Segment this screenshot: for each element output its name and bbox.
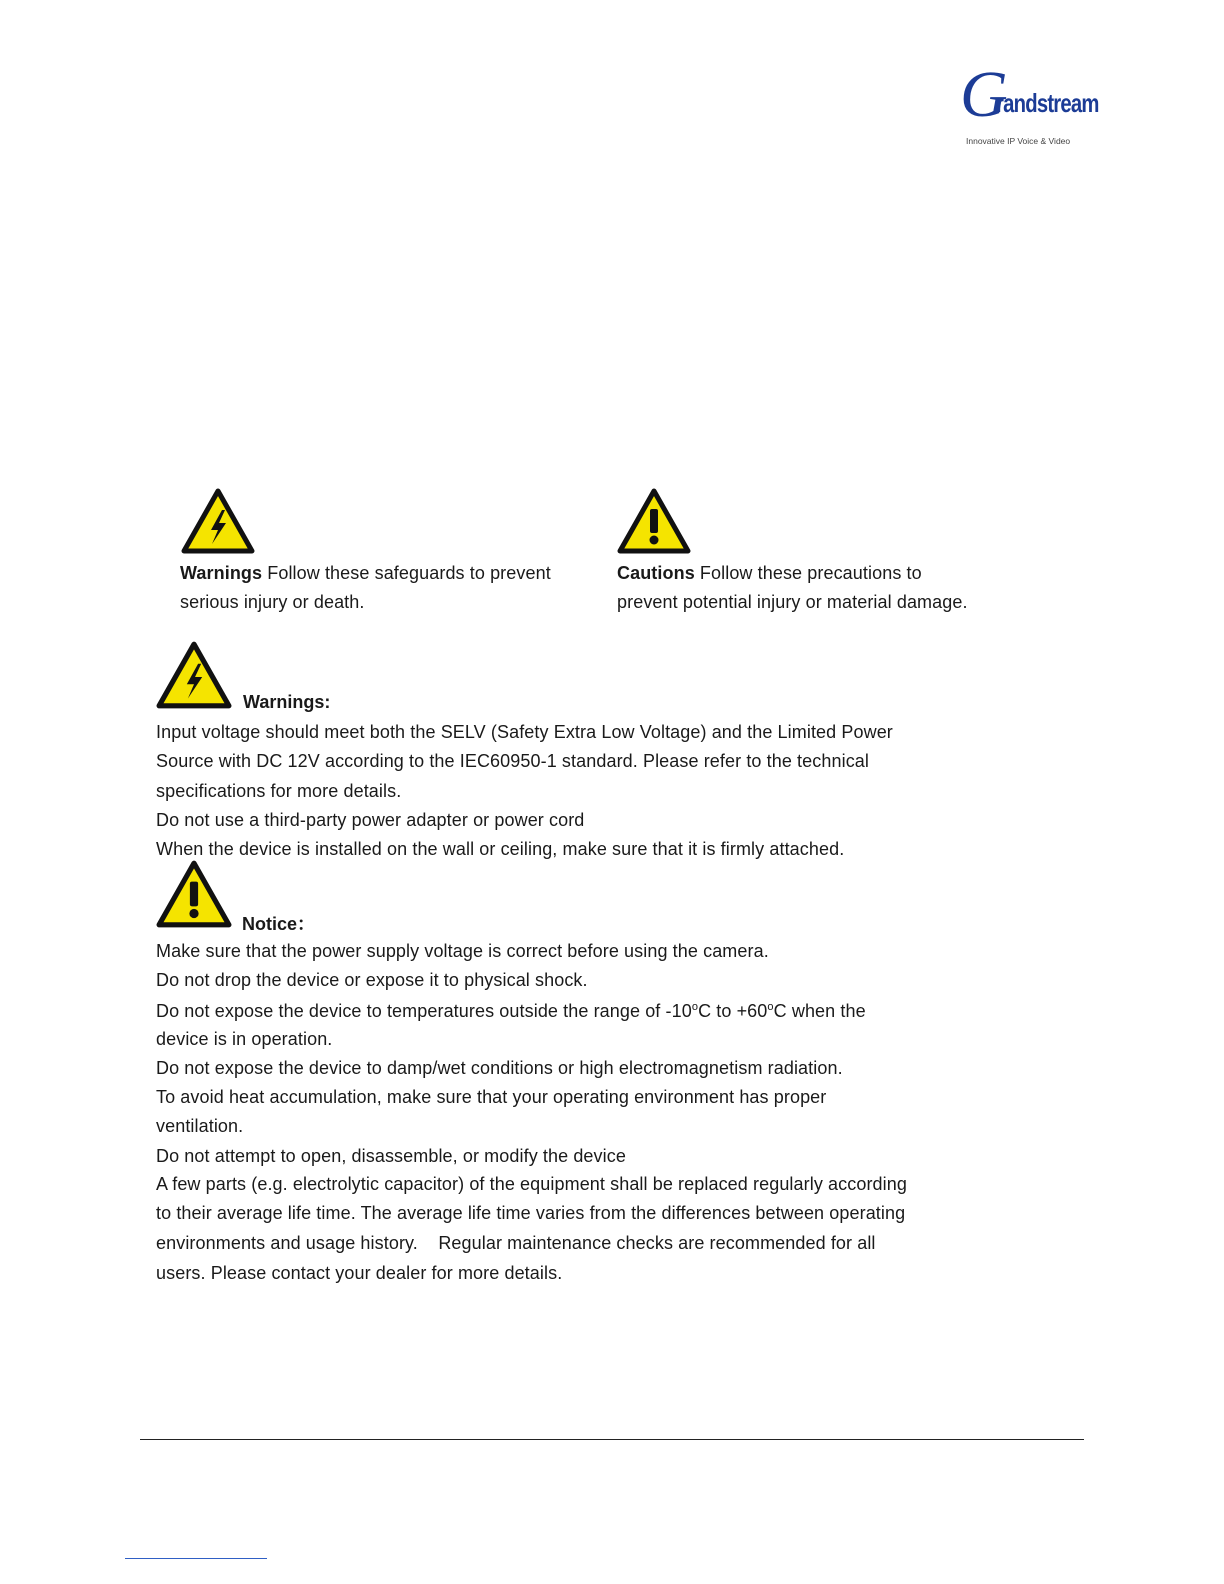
temp-text-after: C when the bbox=[773, 1001, 866, 1021]
notice-line: device is in operation. bbox=[156, 1029, 333, 1049]
warnings-intro-label: Warnings bbox=[180, 563, 263, 583]
caution-exclamation-icon bbox=[617, 488, 691, 554]
temp-text-middle: C to +60 bbox=[698, 1001, 768, 1021]
warnings-line: Source with DC 12V according to the IEC60950-1 standard. Please refer to the technical bbox=[156, 751, 869, 771]
notice-line: to their average life time. The average life time varies from the differences between operating bbox=[156, 1203, 906, 1223]
cautions-intro bbox=[617, 559, 977, 617]
notice-line: ventilation. bbox=[156, 1116, 244, 1136]
warnings-intro bbox=[180, 559, 600, 617]
notice-line: Do not expose the device to damp/wet conditions or high electromagnetism radiation. bbox=[156, 1058, 843, 1078]
caution-exclamation-icon bbox=[156, 860, 232, 928]
warnings-line: Input voltage should meet both the SELV (Safety Extra Low Voltage) and the Limited Power bbox=[156, 722, 893, 742]
notice-line: To avoid heat accumulation, make sure that your operating environment has proper bbox=[156, 1087, 827, 1107]
grandstream-logo bbox=[958, 58, 1099, 150]
cautions-intro-text: Follow these precautions to prevent potential injury or material damage. bbox=[617, 563, 968, 612]
logo-wordmark: randstream bbox=[996, 88, 1099, 118]
notice-line: Make sure that the power supply voltage is correct before using the camera. bbox=[156, 941, 769, 961]
logo-lead-letter: G bbox=[960, 58, 1008, 131]
footer-link-underline[interactable] bbox=[125, 1558, 267, 1559]
notice-line: environments and usage history. Regular maintenance checks are recommended for all bbox=[156, 1233, 876, 1253]
warnings-line: When the device is installed on the wall or ceiling, make sure that it is firmly attached. bbox=[156, 839, 845, 859]
electric-hazard-icon bbox=[156, 641, 232, 709]
notice-line: Do not drop the device or expose it to physical shock. bbox=[156, 970, 588, 990]
notice-line: A few parts (e.g. electrolytic capacitor) of the equipment shall be replaced regularly according bbox=[156, 1174, 907, 1194]
warnings-heading: Warnings: bbox=[243, 692, 331, 712]
electric-hazard-icon bbox=[181, 488, 255, 554]
notice-temperature-line bbox=[156, 997, 866, 1026]
warnings-line: Do not use a third-party power adapter or power cord bbox=[156, 810, 585, 830]
degree-sup: o bbox=[767, 1001, 774, 1013]
notice-line: users. Please contact your dealer for more details. bbox=[156, 1263, 563, 1283]
warnings-line: specifications for more details. bbox=[156, 781, 402, 801]
temp-text-before: Do not expose the device to temperatures outside the range of -10 bbox=[156, 1001, 692, 1021]
cautions-intro-label: Cautions bbox=[617, 563, 695, 583]
warnings-intro-text: Follow these safeguards to prevent serious injury or death. bbox=[180, 563, 551, 612]
logo-tagline: Innovative IP Voice & Video bbox=[966, 136, 1071, 146]
degree-sup: o bbox=[691, 1001, 699, 1013]
notice-heading: Notice： bbox=[242, 914, 316, 934]
notice-line: Do not attempt to open, disassemble, or modify the device bbox=[156, 1146, 626, 1166]
footer-divider bbox=[140, 1439, 1084, 1440]
